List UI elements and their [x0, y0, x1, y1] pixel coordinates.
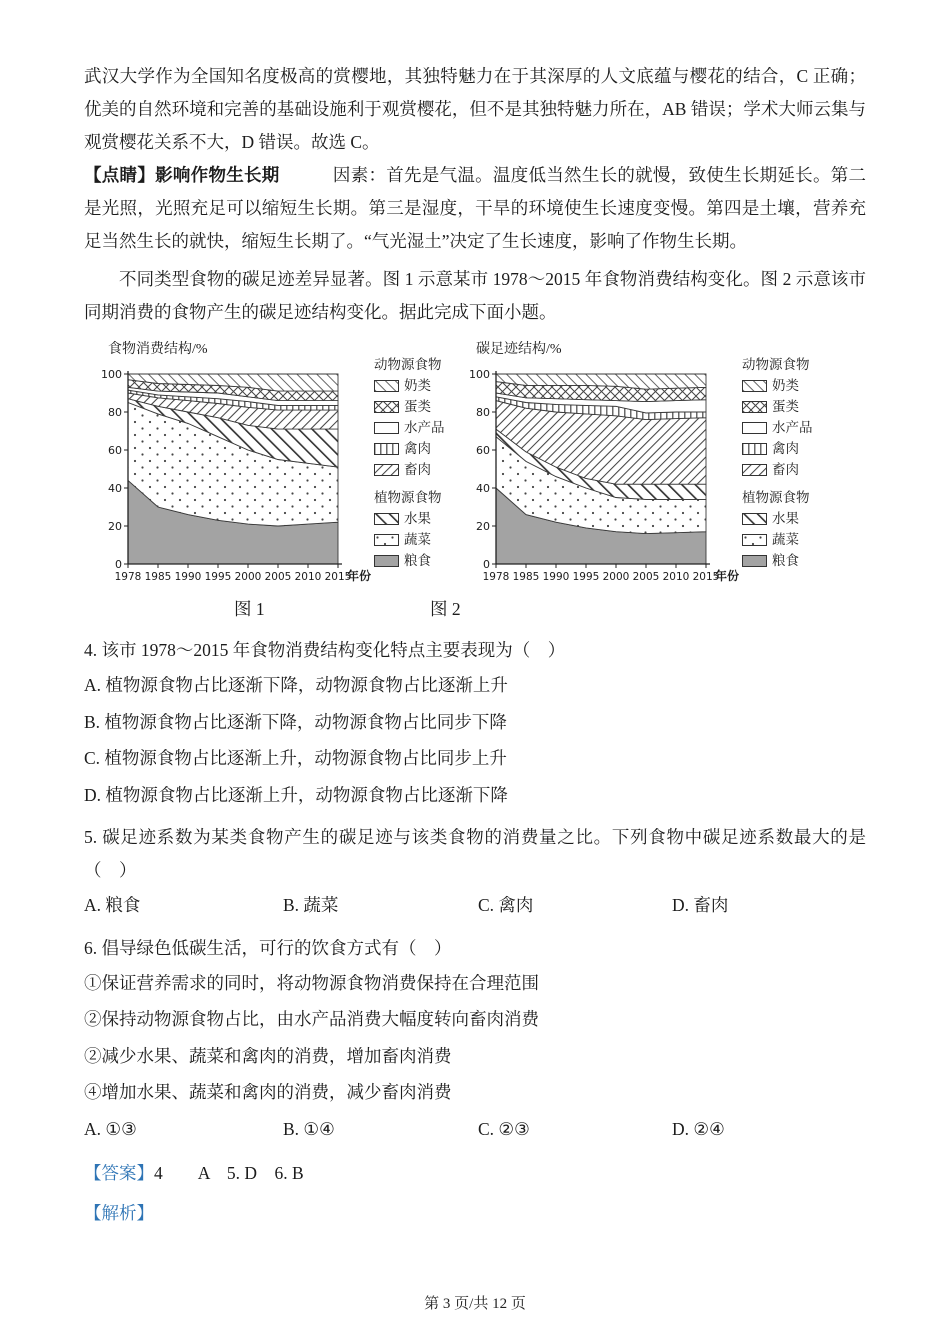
- analysis-label: 【解析】: [84, 1203, 154, 1223]
- chart-1-legend: [374, 355, 460, 590]
- question-5-option-a: A. 粮食: [84, 895, 141, 915]
- legend-item-粮食: [742, 553, 828, 569]
- x-tick-label: 2000: [602, 571, 630, 583]
- legend-item-粮食: [374, 553, 460, 569]
- legend-swatch-icon: [374, 443, 399, 455]
- legend-label: 畜肉: [404, 462, 431, 477]
- chart-1-plot-column: [94, 341, 374, 590]
- analysis-paragraph-1: 武汉大学作为全国知名度极高的赏樱地，其独特魅力在于其深厚的人文底蕴与樱花的结合，C 正确；优美的自然环境和完善的基础设施利于观赏樱花，但不是其独特魅力所在，AB 错误；学术大师云集与观赏樱花关系不大，D 错误。故选 C。: [84, 66, 866, 152]
- legend-item-畜肉: [742, 462, 828, 478]
- chart-1-plot: [94, 360, 374, 590]
- legend-item-水果: [374, 511, 460, 527]
- legend-item-畜肉: [374, 462, 460, 478]
- legend-label: 粮食: [772, 553, 799, 568]
- legend-label: 禽肉: [772, 441, 799, 456]
- legend-item-奶类: [742, 378, 828, 394]
- question-6-options: [84, 1111, 866, 1148]
- x-tick-label: 2010: [662, 571, 690, 583]
- x-tick-label: 2015: [324, 571, 352, 583]
- chart-2-carbon-footprint: [462, 341, 830, 590]
- legend-swatch-icon: [374, 534, 399, 546]
- chart-1-title: 食物消费结构/%: [108, 342, 208, 357]
- question-4-option-d: D. 植物源食物占比逐渐上升，动物源食物占比逐渐下降: [84, 784, 508, 805]
- y-tick-label: 100: [469, 367, 490, 381]
- question-5-options: [84, 887, 866, 924]
- question-6-item-3: ②减少水果、蔬菜和禽肉的消费，增加畜肉消费: [84, 1045, 452, 1066]
- question-4-option-b: B. 植物源食物占比逐渐下降，动物源食物占比同步下降: [84, 711, 507, 732]
- figure-1-caption: 图 1: [234, 599, 265, 619]
- chart-1-food-consumption: [94, 341, 462, 590]
- legend-item-水产品: [742, 420, 828, 436]
- question-6-option-a: A. ①③: [84, 1118, 137, 1139]
- legend-label: 畜肉: [772, 462, 799, 477]
- x-tick-label: 1995: [204, 571, 232, 583]
- y-tick-label: 40: [108, 481, 122, 495]
- page-footer: 第 3 页/共 12 页: [424, 1296, 526, 1312]
- question-5-stem: 5. 碳足迹系数为某类食物产生的碳足迹与该类食物的消费量之比。下列食物中碳足迹系数最大的是（ ）: [84, 827, 866, 880]
- y-tick-label: 100: [101, 367, 122, 381]
- legend-group-title: 植物源食物: [374, 490, 442, 505]
- x-tick-label: 1990: [174, 571, 202, 583]
- legend-label: 水果: [404, 511, 431, 526]
- question-6-item-4: ④增加水果、蔬菜和禽肉的消费，减少畜肉消费: [84, 1082, 452, 1102]
- legend-item-蛋类: [742, 399, 828, 415]
- legend-swatch-icon: [742, 555, 767, 567]
- dianjing-label: 【点睛】影响作物生长期: [84, 165, 280, 185]
- question-6-stem: 6. 倡导绿色低碳生活，可行的饮食方式有（ ）: [84, 937, 452, 958]
- x-tick-label: 2005: [264, 571, 292, 583]
- legend-item-蛋类: [374, 399, 460, 415]
- legend-group-title: 动物源食物: [374, 357, 442, 372]
- legend-label: 粮食: [404, 553, 431, 568]
- legend-item-蔬菜: [374, 532, 460, 548]
- dianjing-paragraph: [84, 159, 866, 258]
- figure-2-caption: 图 2: [430, 599, 461, 619]
- chart-2-title: 碳足迹结构/%: [476, 342, 562, 357]
- x-tick-label: 1978: [114, 571, 142, 583]
- legend-label: 禽肉: [404, 441, 431, 456]
- y-tick-label: 0: [115, 557, 122, 571]
- question-4-stem: 4. 该市 1978～2015 年食物消费结构变化特点主要表现为（ ）: [84, 640, 566, 660]
- question-6-item-1: ①保证营养需求的同时，将动物源食物消费保持在合理范围: [84, 972, 539, 993]
- legend-item-禽肉: [374, 441, 460, 457]
- question-6-option-d: D. ②④: [672, 1118, 725, 1139]
- legend-item-奶类: [374, 378, 460, 394]
- intro-paragraph: 不同类型食物的碳足迹差异显著。图 1 示意某市 1978～2015 年食物消费结构变化。图 2 示意该市同期消费的食物产生的碳足迹结构变化。据此完成下面小题。: [84, 269, 866, 322]
- legend-item-水果: [742, 511, 828, 527]
- answer-values: 4 A 5. D 6. B: [154, 1163, 304, 1183]
- x-tick-label: 2015: [692, 571, 720, 583]
- y-tick-label: 40: [476, 481, 490, 495]
- y-tick-label: 60: [476, 443, 490, 457]
- dianjing-text: 因素：首先是气温。温度低当然生长的就慢，致使生长期延长。第二是光照，光照充足可以缩短生长期。第三是湿度，干旱的环境使生长速度变慢。第四是土壤，营养充足当然生长的就快，缩短生长期了。“气光湿土”决定了生长速度，影响了作物生长期。: [84, 165, 867, 251]
- legend-swatch-icon: [374, 401, 399, 413]
- question-5-option-b: B. 蔬菜: [283, 895, 339, 915]
- legend-swatch-icon: [374, 513, 399, 525]
- legend-label: 水果: [772, 511, 799, 526]
- question-4-option-a: A. 植物源食物占比逐渐下降，动物源食物占比逐渐上升: [84, 675, 508, 695]
- y-tick-label: 20: [476, 519, 490, 533]
- x-tick-label: 1995: [572, 571, 600, 583]
- legend-swatch-icon: [742, 534, 767, 546]
- legend-label: 奶类: [772, 378, 799, 393]
- legend-swatch-icon: [742, 422, 767, 434]
- y-tick-label: 80: [476, 405, 490, 419]
- chart-2-legend: [742, 355, 828, 590]
- question-5-option-c: C. 禽肉: [478, 895, 534, 915]
- legend-swatch-icon: [742, 443, 767, 455]
- analysis-line: [84, 1197, 866, 1230]
- figure-captions: [84, 596, 866, 626]
- question-6-option-c: C. ②③: [478, 1118, 530, 1139]
- question-6-option-b: B. ①④: [283, 1118, 335, 1139]
- legend-swatch-icon: [742, 401, 767, 413]
- legend-swatch-icon: [742, 380, 767, 392]
- x-tick-label: 1990: [542, 571, 570, 583]
- legend-swatch-icon: [374, 380, 399, 392]
- legend-swatch-icon: [742, 513, 767, 525]
- chart-2-plot-column: [462, 341, 742, 590]
- question-5-option-d: D. 畜肉: [672, 895, 729, 915]
- x-tick-label: 2010: [294, 571, 322, 583]
- legend-group-title: 动物源食物: [742, 357, 810, 372]
- x-tick-label: 1978: [482, 571, 510, 583]
- answer-label: 【答案】: [84, 1163, 154, 1183]
- y-tick-label: 80: [108, 405, 122, 419]
- chart-2-plot: [462, 360, 742, 590]
- x-axis-title: 年份: [347, 569, 372, 583]
- legend-item-水产品: [374, 420, 460, 436]
- legend-label: 水产品: [772, 420, 813, 435]
- legend-label: 奶类: [404, 378, 431, 393]
- x-tick-label: 1985: [144, 571, 172, 583]
- legend-swatch-icon: [374, 464, 399, 476]
- x-tick-label: 2005: [632, 571, 660, 583]
- legend-label: 蔬菜: [404, 532, 431, 547]
- legend-label: 蛋类: [772, 399, 799, 414]
- legend-swatch-icon: [374, 422, 399, 434]
- legend-item-蔬菜: [742, 532, 828, 548]
- legend-group-title: 植物源食物: [742, 490, 810, 505]
- x-tick-label: 2000: [234, 571, 262, 583]
- answer-line: [84, 1157, 866, 1190]
- y-tick-label: 60: [108, 443, 122, 457]
- question-4-option-c: C. 植物源食物占比逐渐上升，动物源食物占比同步上升: [84, 748, 507, 768]
- legend-swatch-icon: [374, 555, 399, 567]
- y-tick-label: 0: [483, 557, 490, 571]
- figures-row: [94, 341, 866, 590]
- legend-label: 水产品: [404, 420, 445, 435]
- legend-item-禽肉: [742, 441, 828, 457]
- legend-label: 蔬菜: [772, 532, 799, 547]
- question-6-item-2: ②保持动物源食物占比，由水产品消费大幅度转向畜肉消费: [84, 1009, 539, 1029]
- x-axis-title: 年份: [715, 569, 740, 583]
- page-content: [84, 60, 866, 1230]
- x-tick-label: 1985: [512, 571, 540, 583]
- y-tick-label: 20: [108, 519, 122, 533]
- legend-label: 蛋类: [404, 399, 431, 414]
- legend-swatch-icon: [742, 464, 767, 476]
